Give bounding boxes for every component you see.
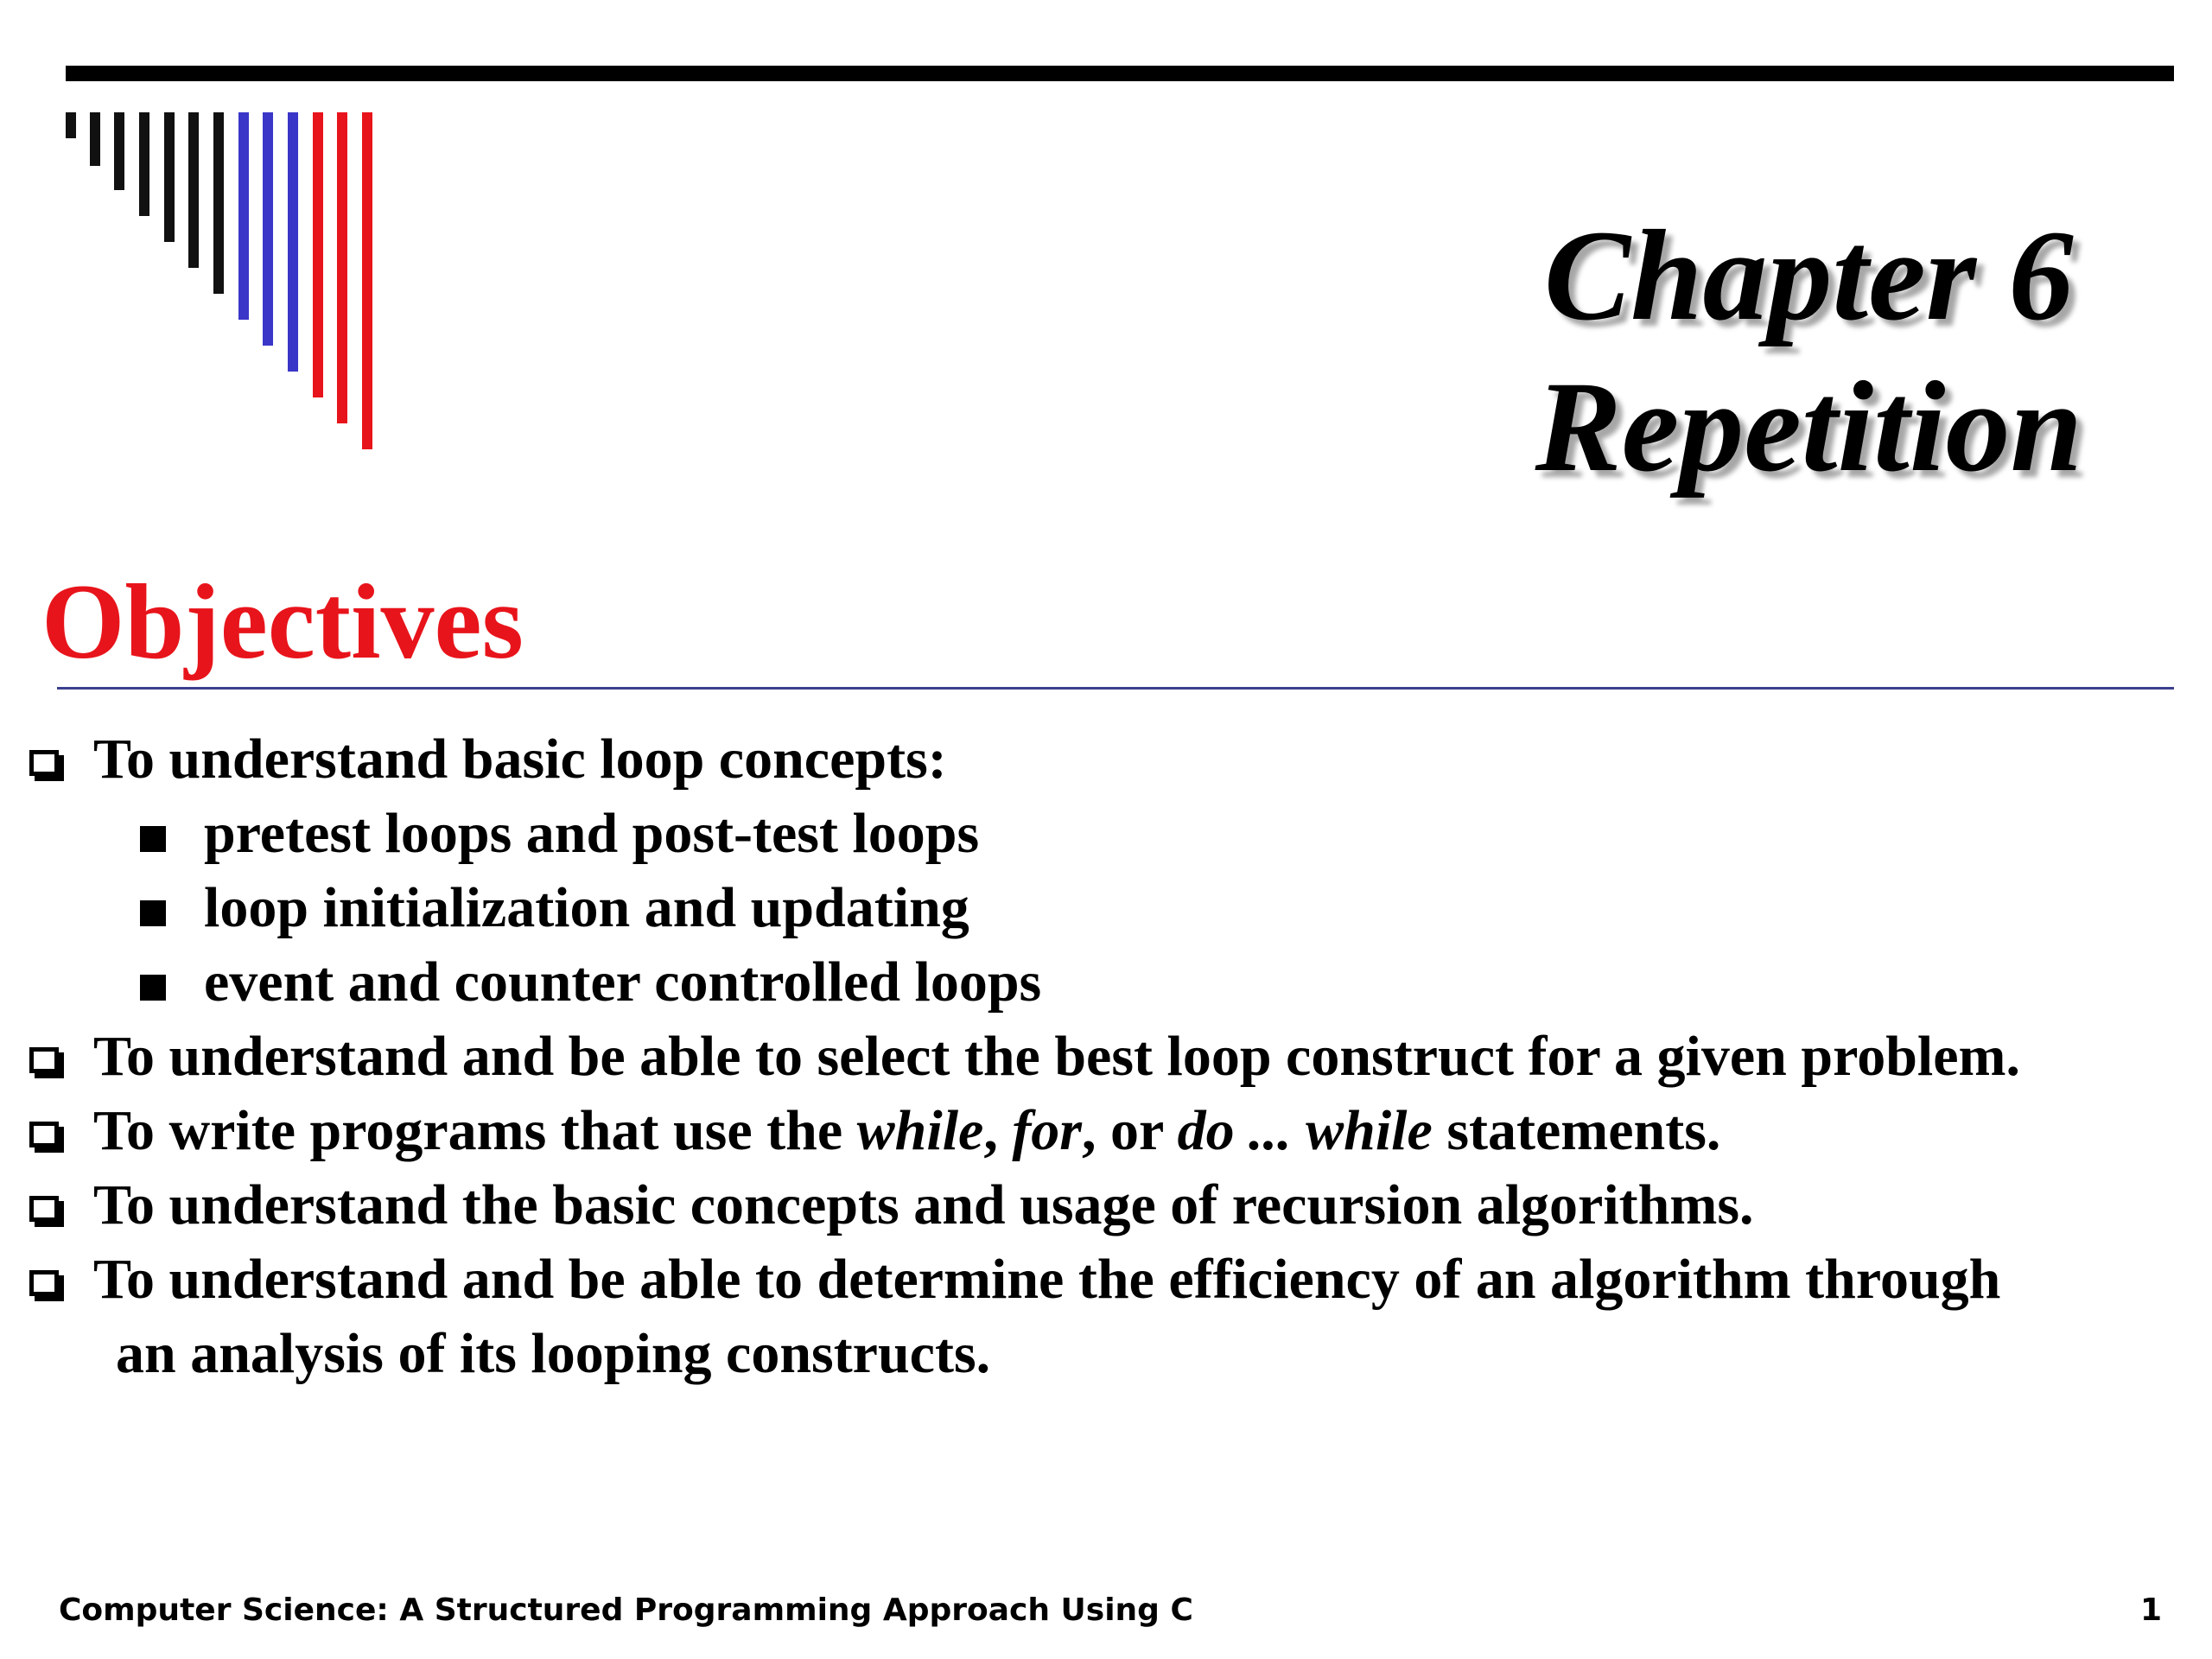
stripe-black [164,112,175,242]
text-part: statements. [1432,1099,1721,1162]
checkbox-bullet-icon [29,1196,59,1222]
keyword-do-while: do ... while [1177,1099,1433,1162]
subitem-text: loop initialization and updating [204,876,969,939]
stripe-red [313,112,323,397]
objective-text: To understand the basic concepts and usage of recursion algorithms. [93,1173,1754,1236]
slide-title [1535,200,2082,503]
footer-book-title: Computer Science: A Structured Programming Approach Using C [59,1592,1193,1628]
objective-text [93,1094,1720,1168]
objective-item [26,722,2203,797]
objective-item [26,1243,2203,1317]
stripe-red [337,112,347,423]
objective-text: an analysis of its looping constructs. [116,1322,991,1385]
stripe-black [90,112,100,166]
objectives-list [26,722,2203,1391]
subitem-text: pretest loops and post-test loops [204,802,980,865]
stripe-black [139,112,149,216]
stripe-blue [263,112,273,346]
subitem-text: event and counter controlled loops [204,950,1042,1014]
square-bullet-icon [140,975,166,1001]
objective-subitem [26,797,2203,871]
top-rule [66,66,2174,81]
objective-text: To understand and be able to determine the efficiency of an algorithm through [93,1248,2001,1311]
checkbox-bullet-icon [29,1122,59,1147]
square-bullet-icon [140,826,166,852]
stripe-blue [288,112,298,372]
heading-rule [57,687,2174,690]
objective-subitem [26,871,2203,945]
objective-item [26,1094,2203,1168]
stripe-black [66,112,76,138]
stripe-red [362,112,372,449]
checkbox-bullet-icon [29,750,59,776]
objective-text: To understand basic loop concepts: [93,728,947,791]
objectives-heading: Objectives [41,563,524,681]
checkbox-bullet-icon [29,1270,59,1296]
keyword-for: for [1012,1099,1082,1162]
objective-text: To understand and be able to select the best loop construct for a given problem. [93,1025,2021,1088]
text-part: , or [1082,1099,1178,1162]
page-number: 1 [2139,1592,2162,1628]
text-part: , [983,1099,1013,1162]
stripe-blue [238,112,249,320]
keyword-while: while [856,1099,984,1162]
stripe-black [213,112,224,294]
stripe-black [114,112,124,190]
objective-subitem [26,945,2203,1020]
square-bullet-icon [140,900,166,926]
chapter-title: Chapter 6 [1544,204,2074,347]
stripe-black [188,112,199,268]
objective-item [26,1020,2203,1094]
checkbox-bullet-icon [29,1047,59,1073]
objective-item [26,1168,2203,1243]
objective-continuation [26,1317,2203,1391]
chapter-subtitle: Repetition [1535,355,2082,499]
text-part: To write programs that use the [93,1099,857,1162]
